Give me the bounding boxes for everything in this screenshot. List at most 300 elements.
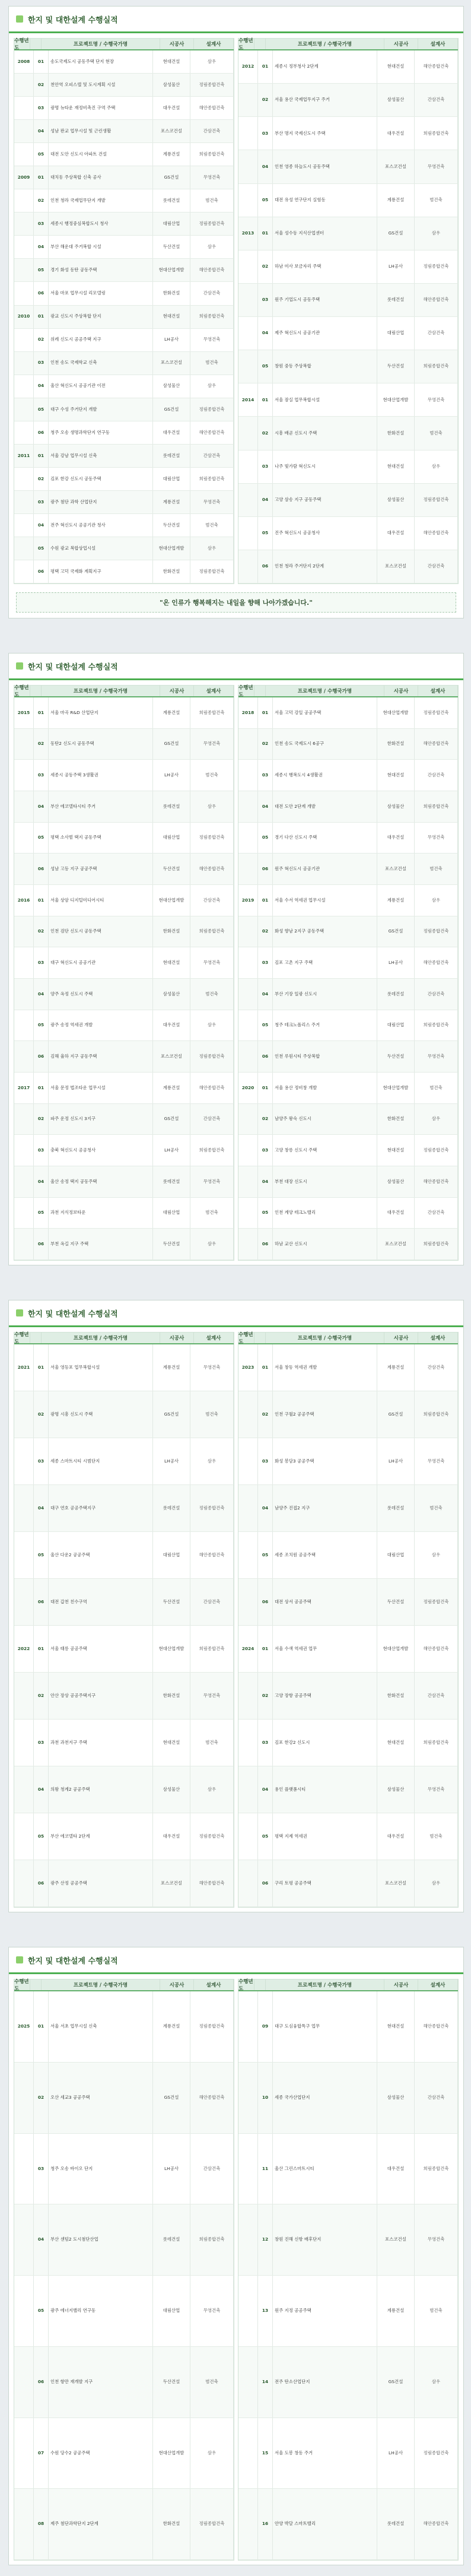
cell-y: 2012: [238, 50, 258, 83]
table-row: [238, 1720, 458, 1766]
column-header: [254, 1333, 266, 1343]
column-header: [254, 1979, 266, 1990]
cell-y: 2011: [14, 445, 34, 467]
column-header: 설계사: [418, 39, 458, 49]
cell-n: 01: [34, 166, 49, 189]
cell-n: 02: [34, 2063, 49, 2133]
table-row: [14, 1041, 234, 1073]
cell-o: 현대건설: [377, 1991, 415, 2062]
cell-f: 간삼건축: [190, 1579, 234, 1625]
cell-n: 14: [258, 2347, 273, 2418]
title-marker-icon: [16, 1956, 23, 1963]
cell-n: 07: [34, 2418, 49, 2489]
cell-y: [238, 150, 258, 183]
cell-p: 인천 항만 재개발 지구: [49, 2347, 153, 2418]
cell-y: [14, 537, 34, 560]
cell-o: LH공사: [377, 250, 415, 283]
cell-n: 01: [34, 50, 49, 73]
cell-f: 간삼건축: [415, 550, 458, 583]
cell-n: 04: [34, 375, 49, 398]
table-row: [238, 947, 458, 979]
cell-y: [238, 484, 258, 516]
cell-p: 세종시 행정중심복합도시 청사: [49, 212, 153, 235]
column-header: [30, 1979, 42, 1990]
table-row: [238, 250, 458, 284]
cell-f: 해안종합건축: [190, 2063, 234, 2133]
cell-y: [238, 1104, 258, 1135]
cell-y: [238, 1485, 258, 1531]
table-row: [238, 2489, 458, 2560]
cell-y: [14, 1391, 34, 1438]
cell-n: 06: [34, 854, 49, 884]
cell-o: 현대건설: [377, 1135, 415, 1166]
cell-y: [14, 1720, 34, 1766]
cell-f: 무영건축: [190, 1673, 234, 1719]
cell-f: 삼우: [415, 217, 458, 250]
cell-p: 창원 중동 주상복합: [273, 350, 377, 383]
cell-f: 희림종합건축: [415, 2134, 458, 2204]
cell-o: GS건설: [377, 1391, 415, 1438]
cell-o: GS건설: [153, 1391, 190, 1438]
table-row: [14, 1532, 234, 1579]
cell-n: 13: [258, 2276, 273, 2346]
cell-p: 서울 잠실 업무복합시설: [273, 383, 377, 416]
cell-p: 시흥 배곧 신도시 주택: [273, 417, 377, 449]
cell-p: 울산 다운2 공공주택: [49, 1532, 153, 1578]
cell-f: 정림종합건축: [190, 398, 234, 421]
cell-p: 인천 청라 주거단지 2단계: [273, 550, 377, 583]
column-header: [30, 686, 42, 696]
cell-p: 인천 계양 테크노밸리: [273, 1198, 377, 1229]
cell-y: 2016: [14, 885, 34, 916]
cell-n: 04: [34, 979, 49, 1010]
cell-o: GS건설: [377, 916, 415, 947]
cell-o: 대림산업: [377, 1010, 415, 1041]
cell-n: 03: [258, 284, 273, 316]
cell-y: [14, 282, 34, 304]
cell-o: 롯데건설: [153, 791, 190, 822]
cell-n: 05: [34, 398, 49, 421]
cell-p: 서울 서초 업무시설 신축: [49, 1991, 153, 2062]
cell-n: 12: [258, 2204, 273, 2275]
table-row: [14, 491, 234, 514]
cell-o: 롯데건설: [377, 284, 415, 316]
cell-f: 정림종합건축: [415, 484, 458, 516]
cell-n: 04: [258, 1166, 273, 1197]
column-header: 수행년도: [14, 1333, 30, 1343]
cell-o: 대림산업: [153, 1198, 190, 1229]
cell-y: [238, 1860, 258, 1906]
table-row: [14, 1438, 234, 1485]
cell-p: 고양 창릉 신도시 주택: [273, 1135, 377, 1166]
cell-n: 01: [258, 1344, 273, 1391]
table-row: [14, 560, 234, 583]
cell-o: 롯데건설: [377, 979, 415, 1010]
column-header: 수행년도: [238, 39, 254, 49]
cell-y: 2019: [238, 885, 258, 916]
table-header: [238, 39, 458, 50]
cell-o: 두산건설: [153, 854, 190, 884]
table-row: [238, 84, 458, 117]
cell-n: 10: [258, 2063, 273, 2133]
cell-o: 대림산업: [153, 1532, 190, 1578]
cell-y: 2023: [238, 1344, 258, 1391]
cell-y: [14, 760, 34, 791]
cell-n: 02: [34, 1673, 49, 1719]
table-row: [238, 217, 458, 250]
cell-f: 무영건축: [415, 383, 458, 416]
cell-f: 삼우: [415, 2347, 458, 2418]
cell-f: 정림종합건축: [190, 212, 234, 235]
cell-n: 03: [34, 947, 49, 978]
cell-n: 06: [258, 1860, 273, 1906]
cell-y: [14, 491, 34, 513]
column-header: 시공사: [384, 1333, 418, 1343]
cell-n: 03: [34, 97, 49, 119]
column-header: 프로젝트명 / 수행국가명: [266, 686, 384, 696]
table-row: [14, 74, 234, 97]
table-body: [14, 1344, 234, 1907]
cell-y: [14, 2489, 34, 2559]
cell-f: 해안종합건축: [190, 854, 234, 884]
cell-o: 두산건설: [153, 514, 190, 537]
cell-n: 06: [258, 1041, 273, 1072]
cell-f: 희림종합건축: [190, 143, 234, 166]
cell-p: 대구 도심융합특구 업무: [273, 1991, 377, 2062]
table-row: [14, 2347, 234, 2418]
cell-p: 부천 대장 신도시: [273, 1166, 377, 1197]
table-row: [14, 1391, 234, 1438]
cell-f: 희림종합건축: [415, 350, 458, 383]
cell-p: 창원 진해 신항 배후단지: [273, 2204, 377, 2275]
cell-y: [14, 1041, 34, 1072]
cell-f: 범건축: [415, 417, 458, 449]
table-row: [14, 50, 234, 74]
table-body: [14, 1991, 234, 2560]
cell-y: 2010: [14, 306, 34, 328]
sheet-header: [9, 7, 463, 33]
cell-n: 02: [258, 729, 273, 760]
cell-o: LH공사: [153, 1438, 190, 1484]
table-row: [238, 1766, 458, 1813]
cell-y: [14, 2418, 34, 2489]
cell-o: 삼성물산: [377, 1766, 415, 1813]
cell-o: GS건설: [377, 217, 415, 250]
cell-o: GS건설: [153, 398, 190, 421]
table-row: [238, 1391, 458, 1438]
cell-p: 원주 혁신도시 공공기관: [273, 854, 377, 884]
cell-n: 01: [258, 217, 273, 250]
cell-y: [238, 947, 258, 978]
cell-y: [14, 74, 34, 96]
cell-o: 두산건설: [153, 1579, 190, 1625]
cell-o: 대우건설: [377, 1813, 415, 1860]
table-row: [238, 2204, 458, 2276]
cell-f: 희림종합건축: [415, 1720, 458, 1766]
cell-f: 범건축: [190, 760, 234, 791]
cell-n: 05: [34, 1198, 49, 1229]
cell-n: 09: [258, 1991, 273, 2062]
cell-f: 간삼건축: [415, 1198, 458, 1229]
table-row: [238, 417, 458, 450]
cell-p: 인천 청라 국제업무단지 개발: [49, 189, 153, 212]
sheet-1: [8, 6, 464, 618]
cell-y: [14, 212, 34, 235]
cell-y: [238, 517, 258, 550]
cell-f: 간삼건축: [415, 84, 458, 116]
table-row: [14, 236, 234, 259]
cell-f: 범건축: [190, 1391, 234, 1438]
cell-o: GS건설: [377, 2347, 415, 2418]
cell-n: 02: [258, 1104, 273, 1135]
cell-n: 01: [34, 1073, 49, 1103]
cell-n: 05: [258, 184, 273, 217]
cell-f: 해안종합건축: [190, 1860, 234, 1906]
cell-f: 해안종합건축: [415, 284, 458, 316]
table-row: [14, 1720, 234, 1766]
cell-n: 01: [258, 1626, 273, 1672]
column-header: [254, 686, 266, 696]
cell-o: 포스코건설: [153, 352, 190, 375]
table-row: [238, 517, 458, 550]
cell-f: 범건축: [190, 1720, 234, 1766]
table-body: [14, 50, 234, 583]
cell-p: 성남 고등 지구 공공주택: [49, 854, 153, 884]
cell-y: [238, 2134, 258, 2204]
cell-f: 무영건축: [415, 2204, 458, 2275]
cell-f: 무영건축: [415, 1766, 458, 1813]
cell-p: 성남 판교 업무시설 및 근린생활: [49, 120, 153, 142]
cell-f: 삼우: [415, 885, 458, 916]
cell-y: [238, 2489, 258, 2559]
cell-p: 부산 해운대 주거복합 시설: [49, 236, 153, 258]
cell-y: [238, 1438, 258, 1484]
cell-o: 대우건설: [153, 1813, 190, 1860]
table-row: [14, 1104, 234, 1135]
title-marker-icon: [16, 15, 23, 23]
cell-o: 삼성물산: [377, 484, 415, 516]
column-header: 설계사: [194, 1333, 234, 1343]
cell-n: 03: [258, 1135, 273, 1166]
cell-y: [238, 1532, 258, 1578]
cell-f: 희림종합건축: [190, 306, 234, 328]
cell-p: 서울 용산 국제업무지구 주거: [273, 84, 377, 116]
cell-p: 서울 수색 역세권 업무: [273, 1626, 377, 1672]
cell-n: 04: [258, 484, 273, 516]
cell-o: GS건설: [153, 2063, 190, 2133]
cell-n: 01: [34, 885, 49, 916]
cell-y: [238, 1135, 258, 1166]
table-body: [238, 697, 458, 1260]
cell-p: 대전 갑천 친수구역: [49, 1579, 153, 1625]
cell-p: 서울 강남 업무시설 신축: [49, 445, 153, 467]
cell-p: 용인 플랫폼시티: [273, 1766, 377, 1813]
cell-n: 06: [258, 1229, 273, 1260]
cell-f: 해안종합건축: [415, 1626, 458, 1672]
cell-n: 02: [34, 329, 49, 351]
cell-p: 부산 에코델타시티 주거: [49, 791, 153, 822]
cell-f: 정림종합건축: [415, 916, 458, 947]
table-row: [14, 1485, 234, 1532]
cell-y: 2020: [238, 1073, 258, 1103]
cell-p: 김해 율하 지구 공동주택: [49, 1041, 153, 1072]
table-row: [14, 2204, 234, 2276]
cell-n: 01: [258, 50, 273, 83]
table-row: [238, 2063, 458, 2134]
cell-p: 세종시 정부청사 2단계: [273, 50, 377, 83]
column-header: 설계사: [418, 1333, 458, 1343]
table-left: [14, 685, 234, 1261]
table-row: [14, 1579, 234, 1626]
cell-f: 해안종합건축: [190, 97, 234, 119]
cell-n: 02: [34, 1391, 49, 1438]
cell-n: 04: [34, 2204, 49, 2275]
table-header: [238, 1979, 458, 1991]
cell-n: 04: [34, 791, 49, 822]
cell-p: 충북 혁신도시 공공청사: [49, 1135, 153, 1166]
cell-y: 2017: [14, 1073, 34, 1103]
cell-p: 나주 빛가람 혁신도시: [273, 451, 377, 483]
cell-f: 무영건축: [190, 947, 234, 978]
cell-p: 부산 기장 일광 신도시: [273, 979, 377, 1010]
table-row: [238, 451, 458, 484]
cell-n: 01: [258, 1073, 273, 1103]
cell-f: 간삼건축: [415, 1673, 458, 1719]
cell-o: 한화건설: [153, 2489, 190, 2559]
cell-y: [238, 451, 258, 483]
cell-y: [238, 184, 258, 217]
cell-o: 대우건설: [377, 823, 415, 854]
table-row: [14, 1344, 234, 1391]
table-row: [238, 1010, 458, 1042]
title-marker-icon: [16, 1309, 23, 1316]
cell-p: 광주 산정 공공주택: [49, 1860, 153, 1906]
cell-n: 05: [258, 517, 273, 550]
cell-p: 평택 소사벌 택지 공동주택: [49, 823, 153, 854]
cell-f: 범건축: [415, 2276, 458, 2346]
cell-f: 삼우: [190, 791, 234, 822]
cell-y: 2018: [238, 697, 258, 728]
cell-f: 무영건축: [415, 1041, 458, 1072]
table-row: [238, 1813, 458, 1860]
column-header: 시공사: [160, 686, 194, 696]
tables-wrap: [9, 680, 463, 1265]
cell-p: 인천 루원시티 주상복합: [273, 1041, 377, 1072]
cell-o: 현대건설: [377, 1720, 415, 1766]
column-header: 설계사: [194, 686, 234, 696]
cell-y: [14, 329, 34, 351]
cell-y: 2014: [238, 383, 258, 416]
cell-p: 광명 시흥 신도시 주택: [49, 1391, 153, 1438]
cell-f: 정림종합건축: [190, 1813, 234, 1860]
cell-f: 삼우: [190, 1438, 234, 1484]
cell-y: [14, 916, 34, 947]
cell-o: 한화건설: [153, 560, 190, 583]
cell-f: 간삼건축: [415, 760, 458, 791]
cell-p: 서울 마곡 R&D 산업단지: [49, 697, 153, 728]
cell-f: 해안종합건축: [415, 1991, 458, 2062]
cell-o: LH공사: [153, 2134, 190, 2204]
table-row: [14, 1010, 234, 1042]
cell-f: 희림종합건축: [190, 1135, 234, 1166]
cell-f: 무영건축: [190, 729, 234, 760]
cell-p: 진주 혁신도시 공공청사: [273, 517, 377, 550]
cell-y: [14, 2276, 34, 2346]
table-row: [238, 1198, 458, 1229]
cell-n: 02: [34, 74, 49, 96]
cell-y: [14, 1010, 34, 1041]
cell-y: [238, 84, 258, 116]
table-row: [14, 1073, 234, 1104]
table-row: [14, 212, 234, 236]
cell-n: 05: [258, 1532, 273, 1578]
cell-n: 03: [258, 1720, 273, 1766]
cell-o: 현대산업개발: [377, 1626, 415, 1672]
cell-p: 대전 상서 공공주택: [273, 1579, 377, 1625]
table-row: [14, 468, 234, 491]
cell-f: 간삼건축: [190, 1104, 234, 1135]
cell-p: 서울 태릉 공공주택: [49, 1626, 153, 1672]
cell-n: 02: [258, 1391, 273, 1438]
cell-p: 화성 봉담3 공공주택: [273, 1438, 377, 1484]
cell-o: 롯데건설: [153, 1166, 190, 1197]
cell-f: 희림종합건축: [190, 697, 234, 728]
page-title: 한지 및 대한설계 수행실적: [28, 662, 118, 672]
cell-n: 06: [34, 560, 49, 583]
cell-f: 희림종합건축: [415, 117, 458, 150]
cell-o: 현대산업개발: [377, 697, 415, 728]
cell-p: 세종시 행복도시 4생활권: [273, 760, 377, 791]
cell-o: 롯데건설: [377, 1485, 415, 1531]
table-right: [238, 38, 459, 584]
cell-p: 세종 국가산업단지: [273, 2063, 377, 2133]
cell-n: 05: [34, 537, 49, 560]
table-row: [238, 854, 458, 885]
cell-f: 희림종합건축: [190, 2204, 234, 2275]
column-header: 시공사: [384, 39, 418, 49]
cell-y: [238, 317, 258, 350]
cell-y: [238, 117, 258, 150]
cell-y: [14, 352, 34, 375]
cell-f: 해안종합건축: [190, 1532, 234, 1578]
cell-f: 간삼건축: [190, 885, 234, 916]
cell-o: 대우건설: [377, 1198, 415, 1229]
cell-f: 해안종합건축: [415, 729, 458, 760]
table-right: [238, 1332, 459, 1908]
cell-o: 대우건설: [377, 117, 415, 150]
cell-n: 04: [34, 1485, 49, 1531]
cell-y: [14, 375, 34, 398]
table-row: [238, 1104, 458, 1135]
cell-f: 삼우: [190, 50, 234, 73]
cell-f: 간삼건축: [415, 979, 458, 1010]
cell-p: 대전 도안 2단계 개발: [273, 791, 377, 822]
cell-f: 정림종합건축: [190, 2489, 234, 2559]
table-row: [238, 1135, 458, 1166]
cell-p: 청주 테크노폴리스 주거: [273, 1010, 377, 1041]
table-row: [14, 143, 234, 166]
cell-f: 범건축: [190, 352, 234, 375]
column-header: 수행년도: [238, 1979, 254, 1990]
cell-f: 희림종합건축: [190, 468, 234, 490]
page-title: 한지 및 대한설계 수행실적: [28, 1309, 118, 1319]
table-row: [238, 184, 458, 217]
cell-y: 2013: [238, 217, 258, 250]
cell-o: LH공사: [377, 947, 415, 978]
table-row: [14, 375, 234, 398]
cell-p: 화성 향남 2지구 공동주택: [273, 916, 377, 947]
cell-o: 롯데건설: [377, 2489, 415, 2559]
